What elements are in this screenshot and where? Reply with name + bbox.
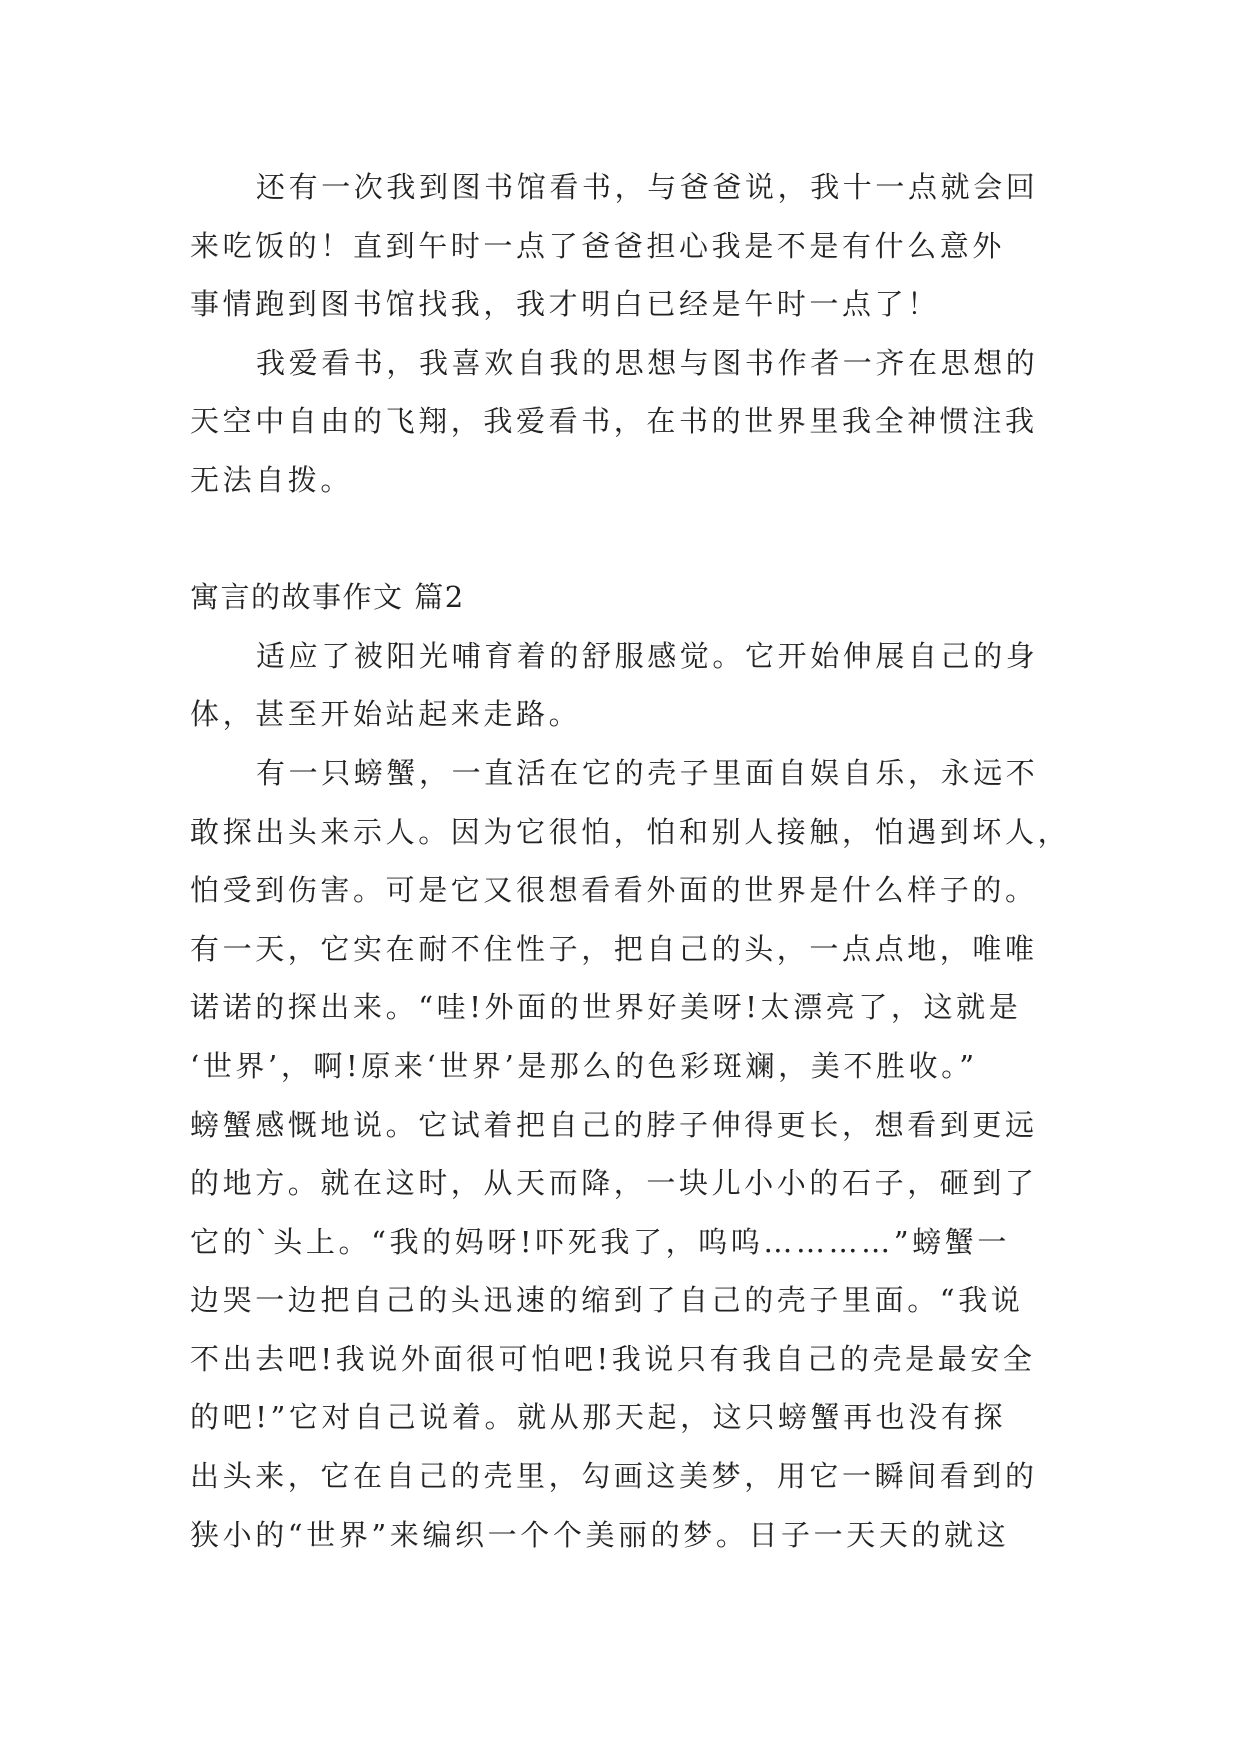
paragraph-sunshine bbox=[190, 627, 1050, 744]
text-line: 的地方。就在这时，从天而降，一块儿小小的石子，砸到了 bbox=[190, 1166, 1038, 1201]
text-line: 怕受到伤害。可是它又很想看看外面的世界是什么样子的。 bbox=[190, 873, 1038, 908]
text-line: 不出去吧!我说外面很可怕吧!我说只有我自己的壳是最安全 bbox=[190, 1341, 1036, 1376]
text-line: ‘世界’，啊!原来‘世界’是那么的色彩斑斓，美不胜收。” bbox=[190, 1048, 978, 1083]
text-line: 狭小的“世界”来编织一个个美丽的梦。日子一天天的就这 bbox=[190, 1517, 1010, 1552]
text-line: 的吧!”它对自己说着。就从那天起，这只螃蟹再也没有探 bbox=[190, 1400, 1007, 1435]
paragraph-love-reading bbox=[190, 334, 1050, 510]
text-line: 诺诺的探出来。“哇!外面的世界好美呀!太漂亮了，这就是 bbox=[190, 990, 1022, 1025]
document-body bbox=[190, 158, 1071, 1564]
text-line: 有一天，它实在耐不住性子，把自己的头，一点点地，唯唯 bbox=[190, 931, 1038, 966]
text-line: 还有一次我到图书馆看书，与爸爸说，我十一点就会回 bbox=[256, 170, 1039, 204]
text-line: 天空中自由的飞翔，我爱看书，在书的世界里我全神惯注我 bbox=[190, 404, 1038, 439]
section-heading: 寓言的故事作文 篇2 bbox=[190, 580, 465, 615]
text-line: 我爱看书，我喜欢自我的思想与图书作者一齐在思想的 bbox=[256, 345, 1039, 380]
text-line: 螃蟹感慨地说。它试着把自己的脖子伸得更长，想看到更远 bbox=[190, 1107, 1038, 1142]
text-line: 有一只螃蟹，一直活在它的壳子里面自娱自乐，永远不 bbox=[256, 755, 1039, 790]
text-line: 出头来，它在自己的壳里，勾画这美梦，用它一瞬间看到的 bbox=[190, 1459, 1038, 1494]
text-line: 敢探出头来示人。因为它很怕，怕和别人接触，怕遇到坏人， bbox=[190, 814, 1071, 849]
text-line: 事情跑到图书馆找我，我才明白已经是午时一点了！ bbox=[190, 287, 940, 322]
text-line: 无法自拨。 bbox=[190, 462, 354, 497]
text-line: 边哭一边把自己的头迅速的缩到了自己的壳子里面。“我说 bbox=[190, 1283, 1024, 1318]
blank-line bbox=[190, 510, 1050, 569]
paragraph-crab-story bbox=[190, 744, 1071, 1564]
text-line: 体，甚至开始站起来走路。 bbox=[190, 697, 582, 732]
paragraph-library-visit bbox=[190, 158, 1050, 334]
text-line: 适应了被阳光哺育着的舒服感觉。它开始伸展自己的身 bbox=[256, 638, 1039, 673]
text-line: 它的`头上。“我的妈呀!吓死我了，呜呜…………”螃蟹一 bbox=[190, 1224, 1011, 1259]
text-line: 来吃饭的！直到午时一点了爸爸担心我是不是有什么意外 bbox=[190, 228, 1006, 263]
